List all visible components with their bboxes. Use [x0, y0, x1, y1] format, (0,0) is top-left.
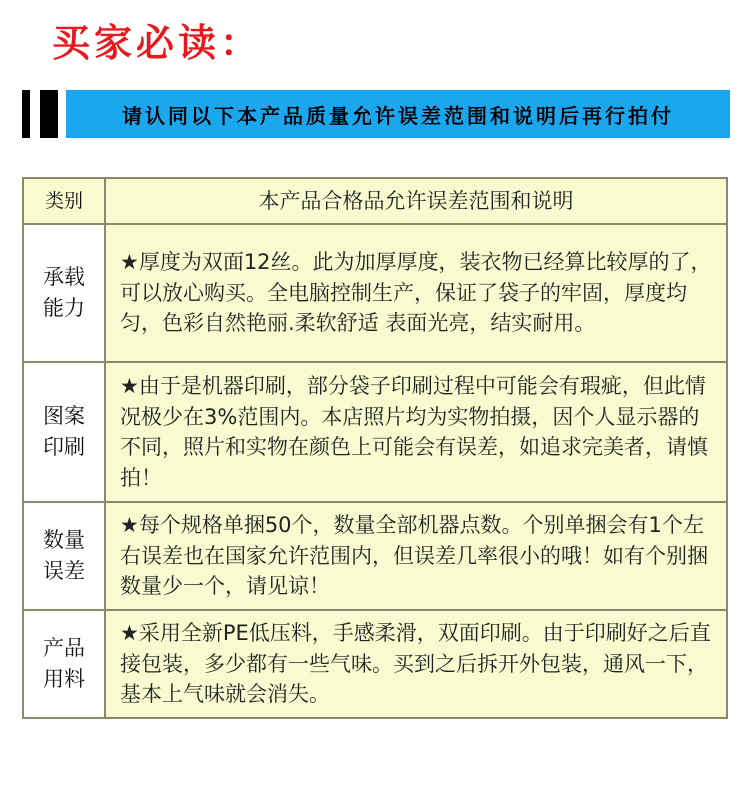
- row-category: 产品用料: [43, 636, 85, 691]
- row-description: ★厚度为双面12丝。此为加厚厚度，装衣物已经算比较厚的了，可以放心购买。全电脑控制生产，保证了袋子的牢固，厚度均匀，色彩自然艳丽.柔软舒适 表面光亮，结实耐用。: [105, 224, 727, 362]
- table-row: [23, 224, 727, 362]
- row-description: ★每个规格单捆50个，数量全部机器点数。个别单捆会有1个左右误差也在国家允许范围内，但误差几率很小的哦！如有个别捆数量少一个，请见谅！: [105, 502, 727, 610]
- table-row: [23, 610, 727, 718]
- row-category: 数量误差: [43, 528, 85, 583]
- header-category: 类别: [23, 178, 105, 224]
- decorative-bar: [40, 90, 58, 138]
- notice-banner-text: 请认同以下本产品质量允许误差范围和说明后再行拍付: [122, 103, 674, 128]
- notice-banner: [66, 90, 730, 138]
- row-description: ★由于是机器印刷，部分袋子印刷过程中可能会有瑕疵，但此情况极少在3%范围内。本店照片均为实物拍摄，因个人显示器的不同，照片和实物在颜色上可能会有误差，如追求完美者，请慎拍！: [105, 362, 727, 502]
- page-title: 买家必读：: [52, 20, 263, 65]
- header-description: 本产品合格品允许误差范围和说明: [105, 178, 727, 224]
- table-row: [23, 362, 727, 502]
- table-header-row: [23, 178, 727, 224]
- row-category: 承载能力: [43, 265, 85, 320]
- table-row: [23, 502, 727, 610]
- row-description: ★采用全新PE低压料，手感柔滑，双面印刷。由于印刷好之后直接包装，多少都有一些气味。买到之后拆开外包装，通风一下，基本上气味就会消失。: [105, 610, 727, 718]
- tolerance-table: [22, 177, 728, 719]
- decorative-bar: [22, 90, 30, 138]
- row-category: 图案印刷: [43, 404, 85, 459]
